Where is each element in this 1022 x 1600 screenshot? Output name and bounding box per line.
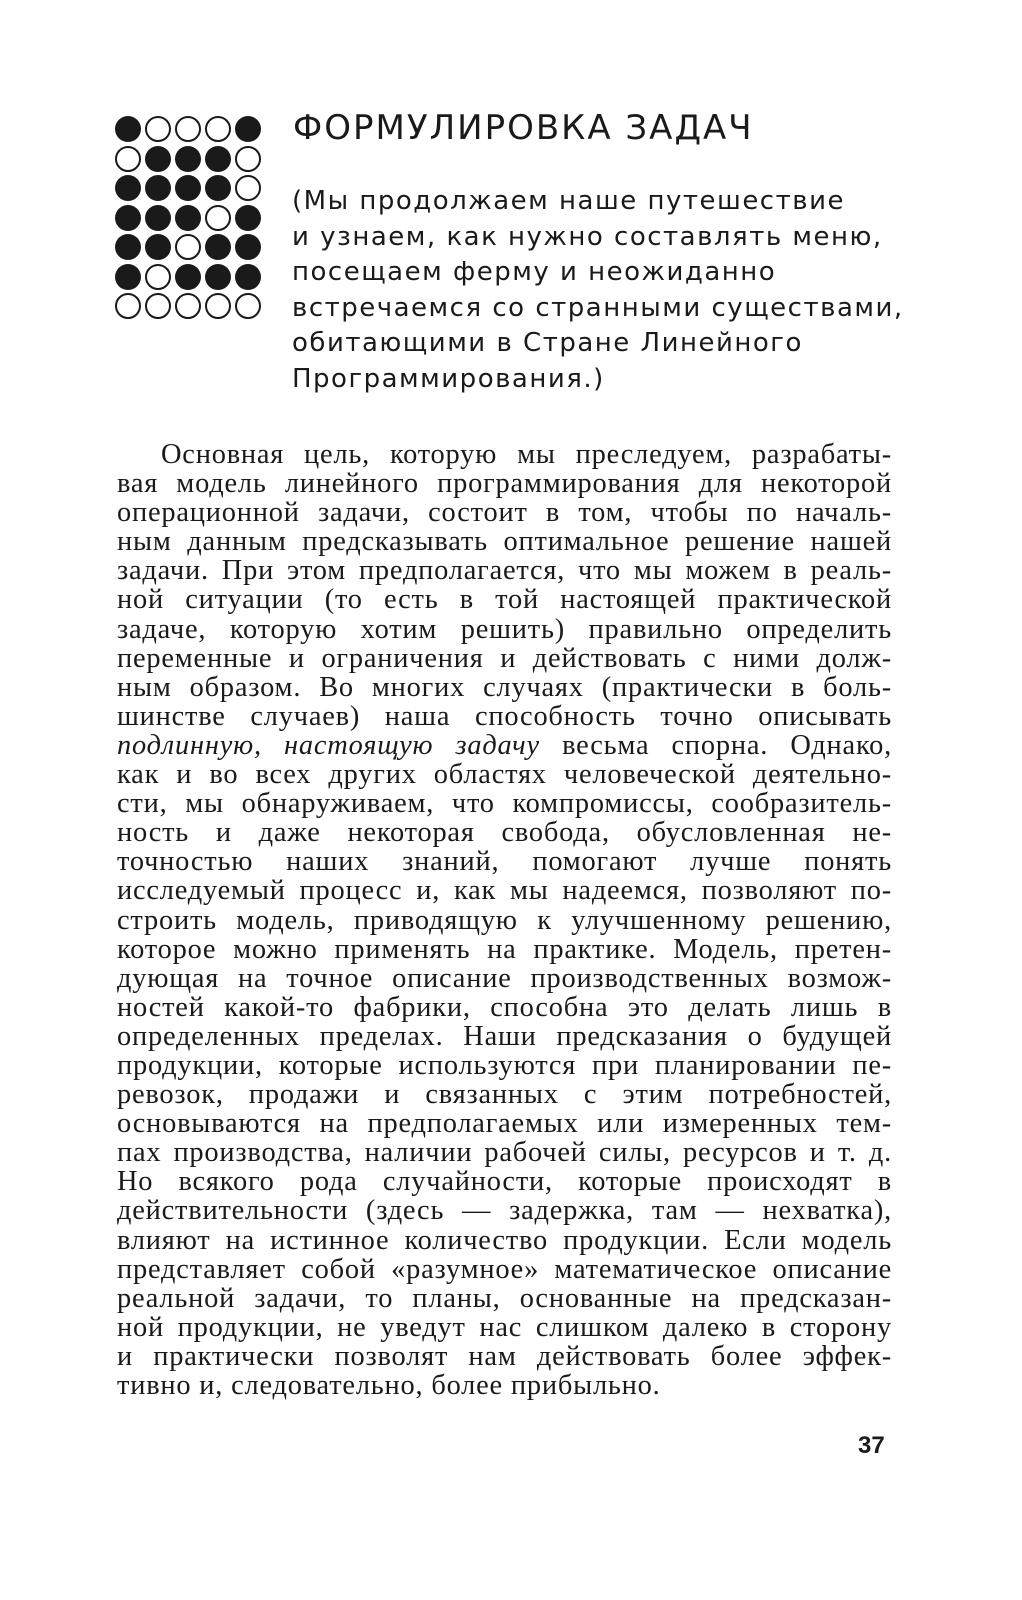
body-line: исследуемый процесс и, как мы надеемся, позволяют по- — [117, 875, 892, 907]
intro-line: встречаемся со странными существами, — [292, 292, 904, 323]
body-line-with-italic — [117, 731, 892, 760]
filled-circle-icon — [205, 234, 231, 260]
body-line: ным образом. Во многих случаях (практически в боль- — [117, 671, 892, 703]
body-line: сти, мы обнаруживаем, что компромиссы, сообразитель- — [117, 788, 892, 820]
chapter-intro — [292, 184, 912, 397]
filled-circle-icon — [175, 264, 201, 290]
body-line: вая модель линейного программирования для некоторой — [117, 468, 892, 500]
dot-ornament — [113, 114, 273, 321]
filled-circle-icon — [205, 264, 231, 290]
body-line: основываются на предполагаемых или измеренных тем- — [117, 1108, 892, 1140]
empty-circle-icon — [235, 146, 261, 172]
body-line: и практически позволят нам действовать более эффек- — [117, 1340, 892, 1372]
body-paragraph — [117, 440, 892, 1400]
body-line: операционной задачи, состоит в том, чтобы по началь- — [117, 497, 892, 529]
filled-circle-icon — [145, 234, 171, 260]
filled-circle-icon — [175, 175, 201, 201]
filled-circle-icon — [115, 116, 141, 142]
body-line: Основная цель, которую мы преследуем, разрабаты- — [161, 439, 892, 470]
filled-circle-icon — [235, 205, 261, 231]
filled-circle-icon — [145, 175, 171, 201]
body-line: задаче, которую хотим решить) правильно определить — [117, 613, 892, 645]
body-line: которое можно применять на практике. Модель, претен- — [117, 933, 892, 965]
chapter-title: ФОРМУЛИРОВКА ЗАДАЧ — [293, 108, 754, 148]
filled-circle-icon — [235, 234, 261, 260]
empty-circle-icon — [205, 293, 231, 319]
empty-circle-icon — [175, 116, 201, 142]
filled-circle-icon — [115, 264, 141, 290]
body-line: точностью наших знаний, помогают лучше понять — [117, 846, 892, 878]
filled-circle-icon — [175, 205, 201, 231]
empty-circle-icon — [175, 293, 201, 319]
empty-circle-icon — [145, 116, 171, 142]
intro-line: посещаем ферму и неожиданно — [292, 257, 777, 287]
body-line: действительности (здесь — задержка, там — нехватка), — [117, 1195, 892, 1227]
filled-circle-icon — [235, 264, 261, 290]
body-line: шинстве случаев) наша способность точно описывать — [117, 700, 892, 732]
empty-circle-icon — [235, 293, 261, 319]
filled-circle-icon — [145, 146, 171, 172]
body-line: задачи. При этом предполагается, что мы можем в реаль- — [117, 555, 892, 587]
empty-circle-icon — [205, 116, 231, 142]
body-line: представляет собой «разумное» математическое описание — [117, 1253, 892, 1285]
empty-circle-icon — [115, 293, 141, 319]
intro-line: и узнаем, как нужно составлять меню, — [292, 221, 883, 252]
body-line: Но всякого рода случайности, которые происходят в — [117, 1166, 892, 1198]
filled-circle-icon — [115, 205, 141, 231]
empty-circle-icon — [145, 293, 171, 319]
body-line: ной ситуации (то есть в той настоящей практической — [117, 584, 892, 616]
intro-line: Программирования.) — [292, 363, 605, 394]
body-line: ной продукции, не уведут нас слишком далеко в сторону — [117, 1311, 892, 1343]
body-line: тивно и, следовательно, более прибыльно. — [117, 1370, 661, 1401]
page-number: 37 — [858, 1432, 885, 1459]
filled-circle-icon — [115, 175, 141, 201]
body-line-rest: весьма спорна. Однако, — [539, 729, 892, 761]
body-line: ревозок, продажи и связанных с этим потребностей, — [117, 1079, 892, 1111]
empty-circle-icon — [115, 146, 141, 172]
italic-phrase: подлинную, настоящую задачу — [117, 729, 540, 761]
body-line: дующая на точное описание производственных возмож- — [117, 962, 892, 994]
filled-circle-icon — [235, 116, 261, 142]
empty-circle-icon — [145, 264, 171, 290]
body-line: ностей какой-то фабрики, способна это делать лишь в — [117, 991, 892, 1023]
empty-circle-icon — [205, 205, 231, 231]
intro-line: (Мы продолжаем наше путешествие — [292, 186, 845, 216]
body-line: строить модель, приводящую к улучшенному решению, — [117, 904, 892, 936]
filled-circle-icon — [205, 175, 231, 201]
body-line: продукции, которые используются при планировании пе- — [117, 1049, 892, 1081]
body-line: ным данным предсказывать оптимальное решение нашей — [117, 526, 892, 558]
body-line: определенных пределах. Наши предсказания о будущей — [117, 1020, 892, 1052]
body-line: влияют на истинное количество продукции. Если модель — [117, 1224, 892, 1256]
body-line: переменные и ограничения и действовать с ними долж- — [117, 642, 892, 674]
empty-circle-icon — [175, 234, 201, 260]
filled-circle-icon — [145, 205, 171, 231]
intro-line: обитающими в Стране Линейного — [292, 328, 803, 358]
body-line: реальной задачи, то планы, основанные на предсказан- — [117, 1282, 892, 1314]
body-line: ность и даже некоторая свобода, обусловленная не- — [117, 817, 892, 849]
filled-circle-icon — [175, 146, 201, 172]
body-line: пах производства, наличии рабочей силы, ресурсов и т. д. — [117, 1137, 892, 1169]
body-line: как и во всех других областях человеческой деятельно- — [117, 759, 892, 791]
filled-circle-icon — [115, 234, 141, 260]
empty-circle-icon — [235, 175, 261, 201]
filled-circle-icon — [205, 146, 231, 172]
